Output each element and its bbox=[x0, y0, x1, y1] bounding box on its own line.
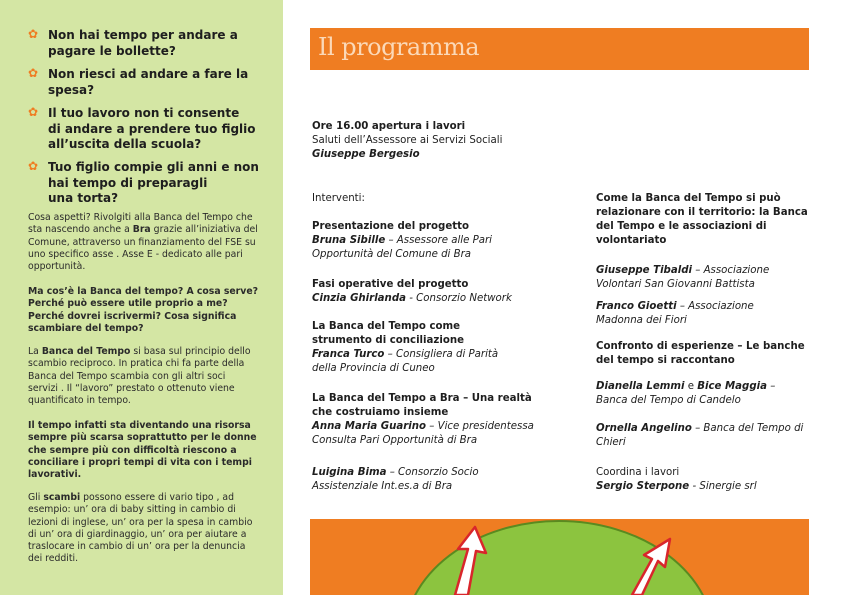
conjunction: e bbox=[684, 381, 698, 392]
speaker-name: Bice Maggia bbox=[697, 381, 767, 392]
flower-bullet-icon: ✿ bbox=[28, 105, 39, 119]
speaker-name: Anna Maria Guarino bbox=[312, 421, 427, 432]
speaker-name: Dianella Lemmi bbox=[596, 381, 685, 392]
speaker-name: Franca Turco bbox=[312, 349, 385, 360]
faq-paragraph: Ma cos’è la Banca del tempo? A cosa serve? Perché può essere utile proprio a me? Perché dovrei iscrivermi? Cosa significa scambiare del tempo? bbox=[28, 286, 259, 334]
intro-text: Cosa aspetti? Rivolgiti alla Banca del Tempo che sta nascendo anche a bbox=[28, 212, 253, 236]
program-banner bbox=[310, 28, 809, 70]
left-panel bbox=[0, 0, 283, 595]
principle-bold: Banca del Tempo bbox=[41, 346, 131, 357]
speaker-item bbox=[312, 466, 522, 494]
question-item bbox=[28, 67, 276, 98]
coordination-block bbox=[596, 466, 808, 494]
principle-paragraph bbox=[28, 346, 258, 407]
exchange-text: Gli bbox=[28, 492, 44, 503]
speaker-role: – Consigliera di Parità della Provincia di Cuneo bbox=[312, 349, 499, 374]
speaker-role: - Consorzio Network bbox=[405, 293, 512, 304]
exchange-bold: scambi bbox=[43, 492, 81, 503]
item-title: La Banca del Tempo come strumento di conciliazione bbox=[312, 321, 464, 346]
question-item bbox=[28, 28, 276, 59]
speaker-role: – Associazione Madonna dei Fiori bbox=[596, 301, 754, 326]
speaker-name: Sergio Sterpone bbox=[596, 481, 690, 492]
exchange-paragraph bbox=[28, 492, 258, 566]
question-item bbox=[28, 106, 276, 153]
section-title: Come la Banca del Tempo si può relazionare con il territorio: la Banca del Tempo e le associazioni di volontariato bbox=[596, 193, 808, 246]
question-item bbox=[28, 160, 276, 207]
intro-city: Bra bbox=[132, 224, 151, 236]
speaker-name: Franco Gioetti bbox=[596, 301, 677, 312]
question-text: Tuo figlio compie gli anni e non hai tempo di preparagli una torta? bbox=[48, 160, 259, 205]
principle-text-end: si basa sul principio dello scambio reciproco. In pratica chi fa parte della Banca del Tempo scambia con gli altri soci servizi . Il “lavoro” prestato o ottenuto viene quantificato in tempo. bbox=[28, 346, 251, 407]
flower-bullet-icon: ✿ bbox=[28, 159, 39, 173]
banner-title: Il programma bbox=[318, 33, 480, 61]
experience-item bbox=[596, 380, 808, 408]
clock-graphic bbox=[310, 519, 809, 595]
question-text: Il tuo lavoro non ti consente di andare a prendere tuo figlio all’uscita della scuola? bbox=[48, 106, 256, 151]
opening-name: Giuseppe Bergesio bbox=[312, 149, 420, 160]
flower-bullet-icon: ✿ bbox=[28, 27, 39, 41]
speaker-role: – Assessore alle Pari Opportunità del Comune di Bra bbox=[312, 235, 493, 260]
intro-text-end: grazie all’iniziativa del Comune, attraverso un finanziamento del FSE su uno specifico asse . Asse E - dedicato alle pari opportunità. bbox=[28, 224, 258, 273]
item-title: Presentazione del progetto bbox=[312, 221, 469, 232]
speaker-name: Cinzia Ghirlanda bbox=[312, 293, 406, 304]
association-item bbox=[596, 264, 808, 292]
flower-bullet-icon: ✿ bbox=[28, 66, 39, 80]
speaker-role: - Sinergie srl bbox=[689, 481, 757, 492]
coordination-label: Coordina i lavori bbox=[596, 467, 680, 478]
interventi-label: Interventi: bbox=[312, 193, 365, 204]
speaker-item bbox=[312, 278, 552, 306]
speaker-role: – Associazione Volontari San Giovanni Battista bbox=[596, 265, 770, 290]
speaker-name: Luigina Bima bbox=[312, 467, 387, 478]
bottom-graphic-band bbox=[310, 519, 809, 595]
speaker-name: Ornella Angelino bbox=[596, 423, 692, 434]
speaker-item bbox=[312, 320, 522, 376]
opening-block bbox=[312, 120, 552, 162]
exchange-text-end: possono essere di vario tipo , ad esempio: un’ ora di baby sitting in cambio di lezioni di inglese, un’ ora per la spesa in cambio di un’ ora di giardinaggio, un’ ora per aiutare a traslocare in cambio di un’ ora per la denuncia dei redditi. bbox=[28, 492, 253, 565]
opening-title: Ore 16.00 apertura i lavori bbox=[312, 121, 466, 132]
speaker-role: – Banca del Tempo di Candelo bbox=[596, 381, 776, 406]
principle-text: La bbox=[28, 346, 42, 357]
section-title: Confronto di esperienze – Le banche del tempo si raccontano bbox=[596, 341, 805, 366]
item-title: La Banca del Tempo a Bra – Una realtà che costruiamo insieme bbox=[312, 393, 532, 418]
question-text: Non hai tempo per andare a pagare le bollette? bbox=[48, 28, 238, 58]
speaker-item bbox=[312, 392, 552, 448]
territory-title bbox=[596, 192, 808, 248]
speaker-role: – Vice presidentessa Consulta Pari Opportunità di Bra bbox=[312, 421, 534, 446]
experience-item bbox=[596, 422, 808, 450]
speaker-name: Giuseppe Tibaldi bbox=[596, 265, 693, 276]
opening-line: Saluti dell’Assessore ai Servizi Sociali bbox=[312, 135, 503, 146]
experiences-title bbox=[596, 340, 808, 368]
association-item bbox=[596, 300, 756, 328]
speaker-name: Bruna Sibille bbox=[312, 235, 386, 246]
intro-paragraph bbox=[28, 212, 258, 273]
time-paragraph: Il tempo infatti sta diventando una risorsa sempre più scarsa soprattutto per le donne che sempre più con difficoltà riescono a conciliare i propri tempi di vita con i tempi lavorativi. bbox=[28, 420, 257, 481]
speaker-item bbox=[312, 220, 552, 262]
question-text: Non riesci ad andare a fare la spesa? bbox=[48, 67, 249, 97]
item-title: Fasi operative del progetto bbox=[312, 279, 469, 290]
speaker-role: – Consorzio Socio Assistenziale Int.es.a di Bra bbox=[312, 467, 479, 492]
speaker-role: – Banca del Tempo di Chieri bbox=[596, 423, 804, 448]
